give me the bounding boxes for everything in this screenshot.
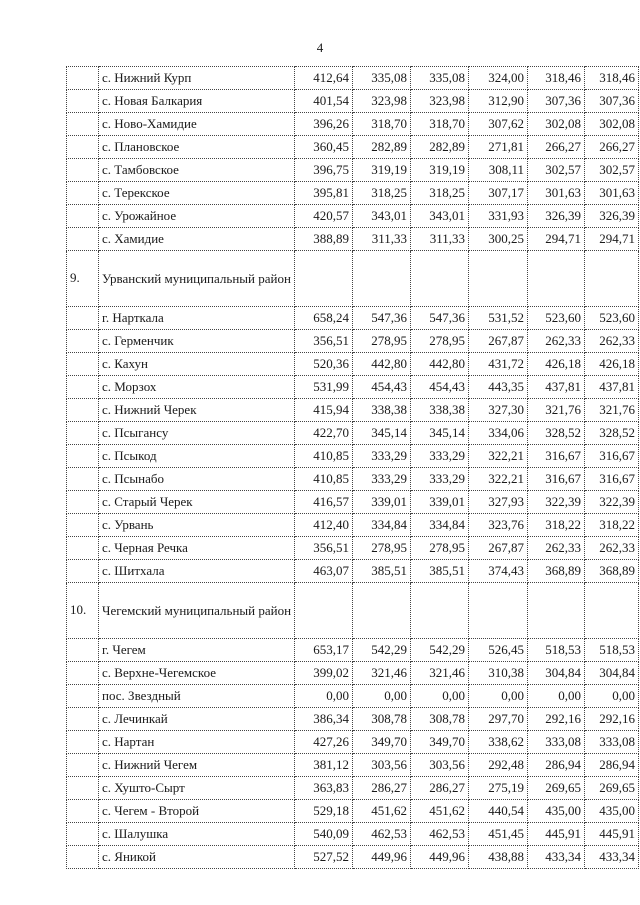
value-cell: 300,25 [469, 228, 528, 251]
value-cell: 431,72 [469, 353, 528, 376]
value-cell: 297,70 [469, 708, 528, 731]
value-cell: 271,81 [469, 136, 528, 159]
value-cell: 267,87 [469, 537, 528, 560]
row-number [67, 754, 99, 777]
value-cell: 328,52 [585, 422, 639, 445]
district-name: Урванский муниципальный район [99, 251, 295, 307]
value-cell: 322,39 [528, 491, 585, 514]
table-row [67, 708, 639, 731]
value-cell: 323,98 [411, 90, 469, 113]
value-cell: 395,81 [295, 182, 353, 205]
value-cell: 338,62 [469, 731, 528, 754]
settlement-name: с. Шитхала [99, 560, 295, 583]
settlement-name: пос. Звездный [99, 685, 295, 708]
value-cell: 547,36 [411, 307, 469, 330]
value-cell: 386,34 [295, 708, 353, 731]
value-cell: 318,46 [528, 67, 585, 90]
value-cell: 333,29 [353, 468, 411, 491]
value-cell: 301,63 [585, 182, 639, 205]
value-cell: 0,00 [295, 685, 353, 708]
value-cell [295, 583, 353, 639]
value-cell: 368,89 [585, 560, 639, 583]
value-cell: 385,51 [411, 560, 469, 583]
value-cell: 349,70 [353, 731, 411, 754]
row-number [67, 205, 99, 228]
value-cell: 338,38 [411, 399, 469, 422]
table-row [67, 491, 639, 514]
value-cell: 396,26 [295, 113, 353, 136]
value-cell: 529,18 [295, 800, 353, 823]
row-number [67, 560, 99, 583]
table-row [67, 90, 639, 113]
value-cell: 334,06 [469, 422, 528, 445]
value-cell: 318,70 [411, 113, 469, 136]
row-number [67, 376, 99, 399]
district-header-row [67, 251, 639, 307]
value-cell: 331,93 [469, 205, 528, 228]
value-cell: 304,84 [585, 662, 639, 685]
value-cell: 445,91 [585, 823, 639, 846]
table-row [67, 376, 639, 399]
row-number [67, 468, 99, 491]
value-cell: 422,70 [295, 422, 353, 445]
table-row [67, 823, 639, 846]
value-cell: 518,53 [528, 639, 585, 662]
value-cell: 520,36 [295, 353, 353, 376]
value-cell: 410,85 [295, 468, 353, 491]
value-cell: 322,39 [585, 491, 639, 514]
value-cell: 396,75 [295, 159, 353, 182]
value-cell: 463,07 [295, 560, 353, 583]
value-cell: 527,52 [295, 846, 353, 869]
row-number [67, 445, 99, 468]
value-cell: 526,45 [469, 639, 528, 662]
settlement-name: с. Морзох [99, 376, 295, 399]
value-cell [469, 251, 528, 307]
settlement-name: с. Ново-Хамидие [99, 113, 295, 136]
settlement-name: с. Черная Речка [99, 537, 295, 560]
value-cell: 319,19 [411, 159, 469, 182]
district-header-row [67, 583, 639, 639]
value-cell: 653,17 [295, 639, 353, 662]
value-cell: 262,33 [528, 330, 585, 353]
value-cell: 308,11 [469, 159, 528, 182]
table-row [67, 777, 639, 800]
value-cell: 437,81 [585, 376, 639, 399]
settlement-name: с. Урожайное [99, 205, 295, 228]
value-cell [528, 251, 585, 307]
value-cell: 294,71 [528, 228, 585, 251]
value-cell [469, 583, 528, 639]
value-cell: 318,25 [411, 182, 469, 205]
row-number [67, 800, 99, 823]
value-cell: 531,99 [295, 376, 353, 399]
value-cell: 335,08 [353, 67, 411, 90]
value-cell: 302,57 [585, 159, 639, 182]
value-cell: 445,91 [528, 823, 585, 846]
value-cell: 303,56 [353, 754, 411, 777]
row-number [67, 685, 99, 708]
table-row [67, 422, 639, 445]
table-row [67, 754, 639, 777]
value-cell: 269,65 [585, 777, 639, 800]
value-cell: 451,45 [469, 823, 528, 846]
value-cell: 333,08 [528, 731, 585, 754]
value-cell: 339,01 [353, 491, 411, 514]
value-cell: 308,78 [411, 708, 469, 731]
row-number [67, 639, 99, 662]
value-cell: 542,29 [353, 639, 411, 662]
value-cell: 326,39 [528, 205, 585, 228]
value-cell: 454,43 [411, 376, 469, 399]
table-row [67, 205, 639, 228]
value-cell: 267,87 [469, 330, 528, 353]
value-cell: 345,14 [411, 422, 469, 445]
value-cell: 292,16 [585, 708, 639, 731]
value-cell: 442,80 [353, 353, 411, 376]
value-cell: 269,65 [528, 777, 585, 800]
value-cell: 374,43 [469, 560, 528, 583]
row-number [67, 113, 99, 136]
value-cell: 321,76 [528, 399, 585, 422]
settlement-name: с. Нижний Курп [99, 67, 295, 90]
settlement-name: с. Урвань [99, 514, 295, 537]
value-cell: 420,57 [295, 205, 353, 228]
value-cell: 368,89 [528, 560, 585, 583]
value-cell: 531,52 [469, 307, 528, 330]
value-cell: 449,96 [353, 846, 411, 869]
value-cell: 321,76 [585, 399, 639, 422]
value-cell: 518,53 [585, 639, 639, 662]
district-name: Чегемский муниципальный район [99, 583, 295, 639]
row-number [67, 159, 99, 182]
settlement-name: г. Нарткала [99, 307, 295, 330]
value-cell: 286,94 [585, 754, 639, 777]
value-cell: 333,29 [411, 445, 469, 468]
value-cell [585, 583, 639, 639]
settlement-name: с. Хамидие [99, 228, 295, 251]
value-cell [411, 583, 469, 639]
table-row [67, 537, 639, 560]
value-cell: 319,19 [353, 159, 411, 182]
value-cell: 316,67 [585, 445, 639, 468]
settlement-name: с. Новая Балкария [99, 90, 295, 113]
settlement-name: с. Нижний Чегем [99, 754, 295, 777]
value-cell [528, 583, 585, 639]
value-cell: 321,46 [353, 662, 411, 685]
value-cell: 333,29 [411, 468, 469, 491]
value-cell: 542,29 [411, 639, 469, 662]
table-row [67, 639, 639, 662]
value-cell: 262,33 [585, 537, 639, 560]
value-cell: 326,39 [585, 205, 639, 228]
value-cell: 388,89 [295, 228, 353, 251]
value-cell: 442,80 [411, 353, 469, 376]
value-cell: 381,12 [295, 754, 353, 777]
value-cell: 440,54 [469, 800, 528, 823]
value-cell: 318,22 [585, 514, 639, 537]
row-number: 10. [67, 583, 99, 639]
value-cell: 318,22 [528, 514, 585, 537]
value-cell: 356,51 [295, 330, 353, 353]
row-number [67, 67, 99, 90]
row-number: 9. [67, 251, 99, 307]
value-cell: 307,36 [528, 90, 585, 113]
value-cell: 316,67 [528, 468, 585, 491]
value-cell: 658,24 [295, 307, 353, 330]
table-row [67, 228, 639, 251]
value-cell: 286,27 [353, 777, 411, 800]
table-row [67, 731, 639, 754]
table-row [67, 159, 639, 182]
row-number [67, 777, 99, 800]
value-cell: 275,19 [469, 777, 528, 800]
row-number [67, 731, 99, 754]
value-cell: 321,46 [411, 662, 469, 685]
row-number [67, 353, 99, 376]
value-cell: 449,96 [411, 846, 469, 869]
value-cell: 301,63 [528, 182, 585, 205]
value-cell: 302,08 [528, 113, 585, 136]
value-cell: 318,46 [585, 67, 639, 90]
table-row [67, 136, 639, 159]
value-cell: 433,34 [585, 846, 639, 869]
settlement-name: с. Старый Черек [99, 491, 295, 514]
row-number [67, 330, 99, 353]
settlement-name: с. Хушто-Сырт [99, 777, 295, 800]
settlement-name: с. Нартан [99, 731, 295, 754]
page-number: 4 [316, 40, 324, 55]
row-number [67, 662, 99, 685]
value-cell: 547,36 [353, 307, 411, 330]
value-cell: 262,33 [528, 537, 585, 560]
settlement-name: с. Терекское [99, 182, 295, 205]
value-cell: 401,54 [295, 90, 353, 113]
value-cell: 343,01 [411, 205, 469, 228]
row-number [67, 90, 99, 113]
value-cell: 328,52 [528, 422, 585, 445]
value-cell: 323,76 [469, 514, 528, 537]
table-row [67, 67, 639, 90]
value-cell: 349,70 [411, 731, 469, 754]
value-cell: 451,62 [411, 800, 469, 823]
table-row [67, 307, 639, 330]
value-cell: 333,29 [353, 445, 411, 468]
value-cell: 0,00 [528, 685, 585, 708]
value-cell: 333,08 [585, 731, 639, 754]
value-cell: 324,00 [469, 67, 528, 90]
value-cell: 338,38 [353, 399, 411, 422]
value-cell: 443,35 [469, 376, 528, 399]
row-number [67, 399, 99, 422]
table-row [67, 399, 639, 422]
value-cell: 462,53 [353, 823, 411, 846]
value-cell: 292,48 [469, 754, 528, 777]
value-cell [353, 251, 411, 307]
value-cell: 426,18 [528, 353, 585, 376]
table-row [67, 182, 639, 205]
value-cell: 433,34 [528, 846, 585, 869]
settlement-name: с. Плановское [99, 136, 295, 159]
table-row [67, 685, 639, 708]
row-number [67, 514, 99, 537]
table-row [67, 560, 639, 583]
table-row [67, 662, 639, 685]
value-cell: 435,00 [528, 800, 585, 823]
value-cell: 316,67 [585, 468, 639, 491]
table-row [67, 800, 639, 823]
value-cell: 334,84 [411, 514, 469, 537]
settlement-name: с. Псыкод [99, 445, 295, 468]
row-number [67, 422, 99, 445]
value-cell: 435,00 [585, 800, 639, 823]
value-cell: 282,89 [353, 136, 411, 159]
value-cell: 282,89 [411, 136, 469, 159]
tariff-table [66, 66, 639, 869]
value-cell: 278,95 [411, 330, 469, 353]
value-cell: 427,26 [295, 731, 353, 754]
table-body [67, 67, 639, 869]
value-cell: 0,00 [469, 685, 528, 708]
table-row [67, 330, 639, 353]
settlement-name: с. Тамбовское [99, 159, 295, 182]
value-cell: 327,93 [469, 491, 528, 514]
table-row [67, 445, 639, 468]
row-number [67, 491, 99, 514]
value-cell: 292,16 [528, 708, 585, 731]
table-row [67, 468, 639, 491]
settlement-name: с. Псыгансу [99, 422, 295, 445]
row-number [67, 136, 99, 159]
settlement-name: с. Шалушка [99, 823, 295, 846]
row-number [67, 708, 99, 731]
table-row [67, 113, 639, 136]
value-cell: 0,00 [411, 685, 469, 708]
value-cell: 322,21 [469, 445, 528, 468]
value-cell: 312,90 [469, 90, 528, 113]
value-cell: 540,09 [295, 823, 353, 846]
table-row [67, 353, 639, 376]
value-cell: 356,51 [295, 537, 353, 560]
settlement-name: с. Псынабо [99, 468, 295, 491]
value-cell: 266,27 [585, 136, 639, 159]
value-cell: 323,98 [353, 90, 411, 113]
settlement-name: с. Яникой [99, 846, 295, 869]
value-cell: 307,36 [585, 90, 639, 113]
value-cell: 462,53 [411, 823, 469, 846]
value-cell: 311,33 [353, 228, 411, 251]
value-cell: 327,30 [469, 399, 528, 422]
row-number [67, 307, 99, 330]
value-cell: 415,94 [295, 399, 353, 422]
value-cell: 307,62 [469, 113, 528, 136]
value-cell: 302,57 [528, 159, 585, 182]
value-cell: 302,08 [585, 113, 639, 136]
value-cell: 0,00 [585, 685, 639, 708]
value-cell: 438,88 [469, 846, 528, 869]
row-number [67, 846, 99, 869]
value-cell: 278,95 [353, 537, 411, 560]
settlement-name: с. Нижний Черек [99, 399, 295, 422]
value-cell: 360,45 [295, 136, 353, 159]
value-cell: 385,51 [353, 560, 411, 583]
value-cell: 318,70 [353, 113, 411, 136]
settlement-name: с. Герменчик [99, 330, 295, 353]
value-cell: 343,01 [353, 205, 411, 228]
value-cell [411, 251, 469, 307]
value-cell [585, 251, 639, 307]
row-number [67, 823, 99, 846]
row-number [67, 537, 99, 560]
value-cell: 412,64 [295, 67, 353, 90]
settlement-name: г. Чегем [99, 639, 295, 662]
table-row [67, 846, 639, 869]
value-cell: 363,83 [295, 777, 353, 800]
settlement-name: с. Верхне-Чегемское [99, 662, 295, 685]
value-cell: 294,71 [585, 228, 639, 251]
value-cell: 262,33 [585, 330, 639, 353]
value-cell: 454,43 [353, 376, 411, 399]
value-cell: 345,14 [353, 422, 411, 445]
table-row [67, 514, 639, 537]
value-cell: 416,57 [295, 491, 353, 514]
value-cell: 410,85 [295, 445, 353, 468]
value-cell [353, 583, 411, 639]
value-cell: 307,17 [469, 182, 528, 205]
value-cell: 523,60 [585, 307, 639, 330]
value-cell: 278,95 [353, 330, 411, 353]
value-cell: 334,84 [353, 514, 411, 537]
value-cell: 286,94 [528, 754, 585, 777]
value-cell: 412,40 [295, 514, 353, 537]
value-cell: 308,78 [353, 708, 411, 731]
settlement-name: с. Чегем - Второй [99, 800, 295, 823]
settlement-name: с. Лечинкай [99, 708, 295, 731]
value-cell: 451,62 [353, 800, 411, 823]
row-number [67, 182, 99, 205]
value-cell: 0,00 [353, 685, 411, 708]
settlement-name: с. Кахун [99, 353, 295, 376]
value-cell: 304,84 [528, 662, 585, 685]
value-cell: 286,27 [411, 777, 469, 800]
value-cell: 318,25 [353, 182, 411, 205]
value-cell: 437,81 [528, 376, 585, 399]
value-cell: 335,08 [411, 67, 469, 90]
row-number [67, 228, 99, 251]
value-cell: 523,60 [528, 307, 585, 330]
value-cell: 399,02 [295, 662, 353, 685]
value-cell: 310,38 [469, 662, 528, 685]
value-cell [295, 251, 353, 307]
value-cell: 322,21 [469, 468, 528, 491]
value-cell: 316,67 [528, 445, 585, 468]
value-cell: 303,56 [411, 754, 469, 777]
value-cell: 426,18 [585, 353, 639, 376]
value-cell: 339,01 [411, 491, 469, 514]
value-cell: 311,33 [411, 228, 469, 251]
value-cell: 266,27 [528, 136, 585, 159]
value-cell: 278,95 [411, 537, 469, 560]
